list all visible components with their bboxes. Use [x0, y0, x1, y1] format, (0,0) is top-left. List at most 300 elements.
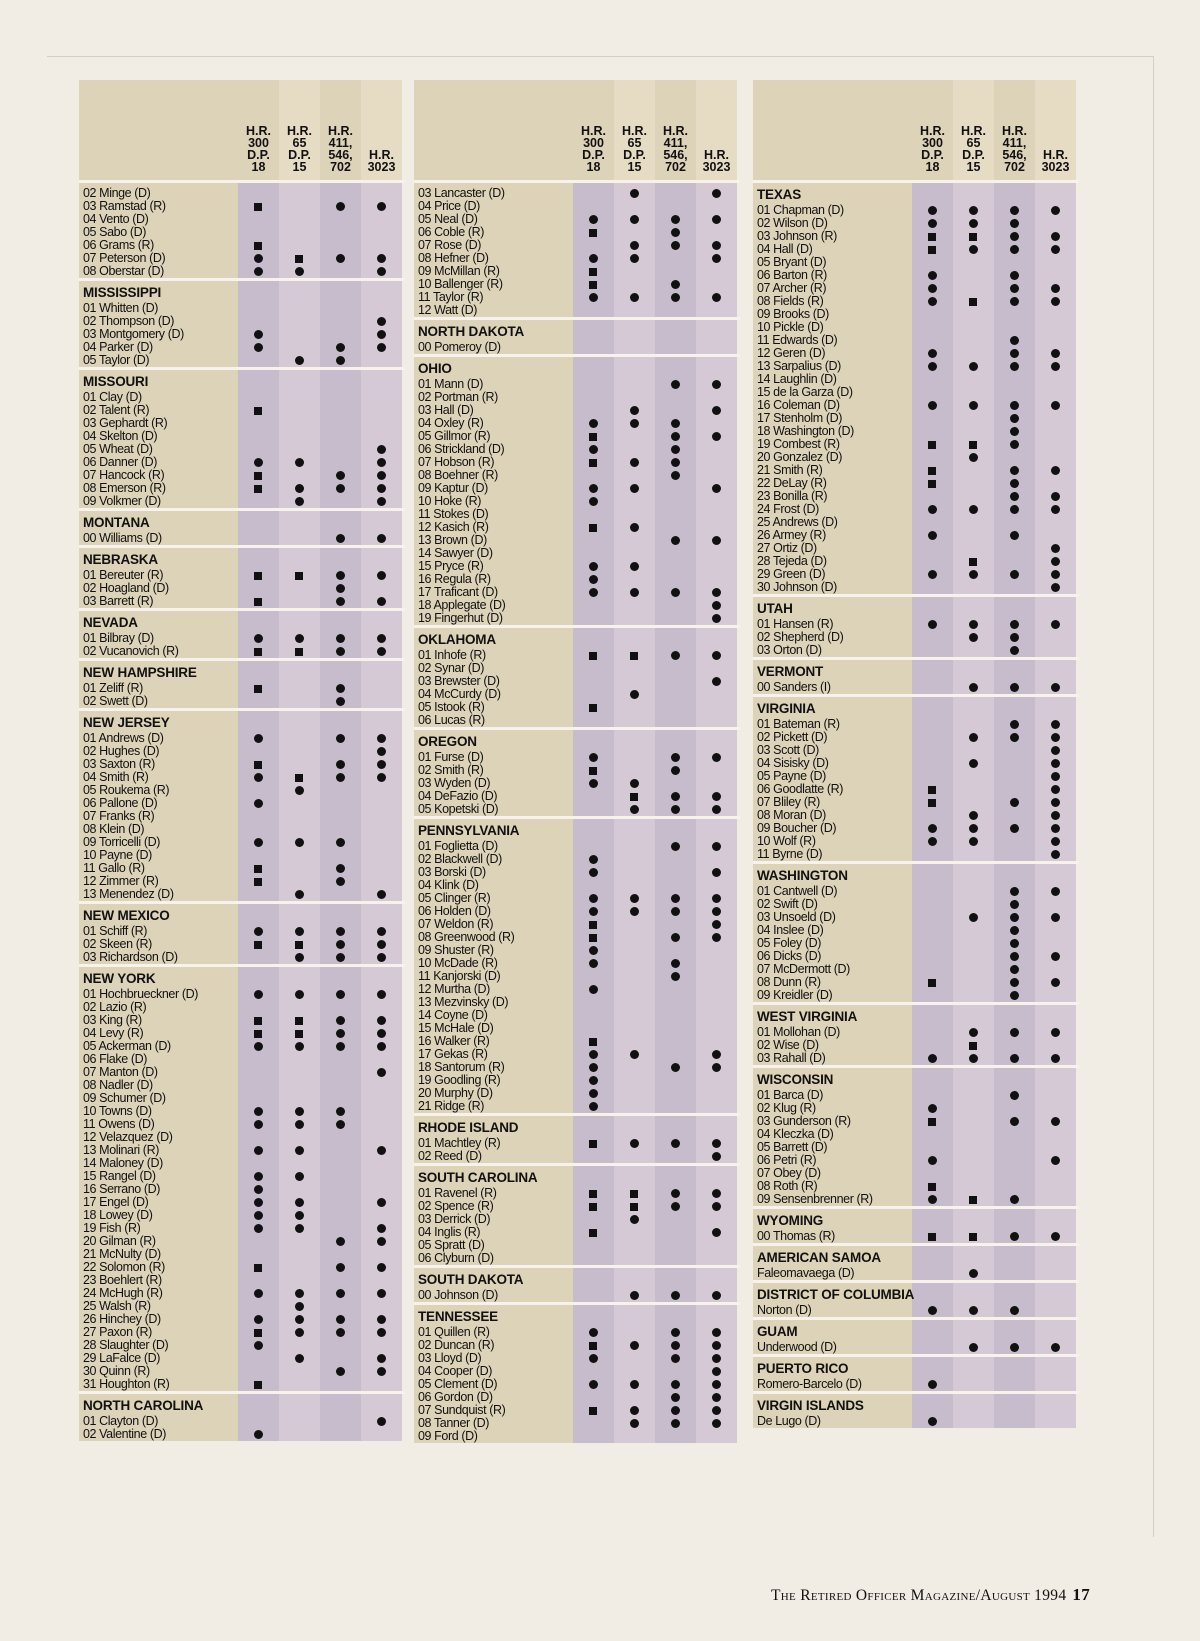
vote-dot-icon — [1051, 759, 1060, 768]
member-name: 08 Klein (D) — [83, 822, 145, 836]
vote-column-band — [279, 281, 320, 367]
vote-dot-icon — [336, 838, 345, 847]
member-name: 08 Greenwood (R) — [418, 930, 515, 944]
member-name: 05 Sabo (D) — [83, 225, 146, 239]
vote-dot-icon — [712, 293, 721, 302]
vote-dot-icon — [254, 1042, 263, 1051]
state-name: WASHINGTON — [757, 868, 848, 883]
member-name: 03 Hall (D) — [418, 403, 474, 417]
member-name: 07 Hancock (R) — [83, 468, 165, 482]
vote-square-icon — [254, 878, 262, 886]
vote-dot-icon — [1051, 232, 1060, 241]
vote-dot-icon — [589, 575, 598, 584]
member-name: 04 Cooper (D) — [418, 1364, 492, 1378]
vote-dot-icon — [1010, 271, 1019, 280]
vote-dot-icon — [589, 946, 598, 955]
vote-dot-icon — [377, 747, 386, 756]
vote-header-text: H.R. 411, 546, 702 — [1002, 124, 1027, 174]
vote-dot-icon — [377, 1315, 386, 1324]
vote-column-band — [655, 1166, 696, 1265]
member-name: 18 Santorum (R) — [418, 1060, 505, 1074]
vote-column-band — [320, 281, 361, 367]
vote-column-band — [614, 320, 655, 354]
state-name: PUERTO RICO — [757, 1361, 849, 1376]
member-name: 03 Orton (D) — [757, 643, 822, 657]
member-name: 09 Kaptur (D) — [418, 481, 488, 495]
vote-dot-icon — [254, 990, 263, 999]
vote-dot-icon — [589, 215, 598, 224]
vote-column-band — [655, 320, 696, 354]
member-name: 00 Johnson (D) — [418, 1288, 498, 1302]
vote-dot-icon — [1010, 297, 1019, 306]
vote-dot-icon — [1010, 440, 1019, 449]
vote-column-band — [994, 1068, 1035, 1206]
vote-square-icon — [928, 233, 936, 241]
vote-dot-icon — [589, 419, 598, 428]
member-name: 09 Ford (D) — [418, 1429, 478, 1443]
vote-dot-icon — [336, 1107, 345, 1116]
vote-dot-icon — [1051, 349, 1060, 358]
vote-square-icon — [295, 648, 303, 656]
vote-dot-icon — [1051, 913, 1060, 922]
vote-dot-icon — [928, 1195, 937, 1204]
table-column — [414, 80, 740, 1443]
header-label-cell — [79, 80, 238, 180]
vote-dot-icon — [377, 267, 386, 276]
vote-dot-icon — [336, 647, 345, 656]
vote-dot-icon — [336, 927, 345, 936]
state-name: OKLAHOMA — [418, 632, 496, 647]
vote-dot-icon — [377, 497, 386, 506]
vote-dot-icon — [336, 990, 345, 999]
member-name: 07 Obey (D) — [757, 1166, 821, 1180]
member-name: 03 Lancaster (D) — [418, 186, 505, 200]
vote-dot-icon — [377, 734, 386, 743]
vote-dot-icon — [377, 445, 386, 454]
member-name: 02 Skeen (R) — [83, 937, 152, 951]
vote-dot-icon — [254, 458, 263, 467]
member-name: 04 Kleczka (D) — [757, 1127, 834, 1141]
state-group — [753, 694, 1079, 861]
vote-dot-icon — [1010, 401, 1019, 410]
vote-square-icon — [254, 648, 262, 656]
vote-dot-icon — [589, 1354, 598, 1363]
vote-dot-icon — [630, 419, 639, 428]
vote-dot-icon — [671, 1328, 680, 1337]
vote-dot-icon — [336, 1042, 345, 1051]
member-name: 01 Mann (D) — [418, 377, 484, 391]
state-group — [414, 625, 740, 727]
vote-column-band — [696, 320, 737, 354]
member-name: 03 Lloyd (D) — [418, 1351, 482, 1365]
member-name: 24 McHugh (R) — [83, 1286, 163, 1300]
vote-dot-icon — [630, 1341, 639, 1350]
vote-dot-icon — [969, 683, 978, 692]
member-name: 13 Molinari (R) — [83, 1143, 159, 1157]
vote-dot-icon — [630, 1139, 639, 1148]
member-name: 08 Fields (R) — [757, 294, 824, 308]
vote-dot-icon — [630, 254, 639, 263]
vote-dot-icon — [1010, 505, 1019, 514]
vote-dot-icon — [1010, 1028, 1019, 1037]
vote-header-text: H.R. 65 D.P. 15 — [961, 124, 986, 174]
vote-dot-icon — [712, 1328, 721, 1337]
vote-square-icon — [630, 1203, 638, 1211]
state-name: TENNESSEE — [418, 1309, 498, 1324]
vote-dot-icon — [1051, 772, 1060, 781]
vote-column-band — [655, 628, 696, 727]
vote-dot-icon — [671, 536, 680, 545]
vote-dot-icon — [1010, 1306, 1019, 1315]
vote-dot-icon — [1051, 1028, 1060, 1037]
vote-square-icon — [969, 1042, 977, 1050]
member-name: 28 Tejeda (D) — [757, 554, 827, 568]
vote-dot-icon — [336, 773, 345, 782]
vote-square-icon — [589, 704, 597, 712]
vote-dot-icon — [254, 1211, 263, 1220]
state-name: DISTRICT OF COLUMBIA — [757, 1287, 915, 1302]
vote-dot-icon — [671, 1419, 680, 1428]
vote-dot-icon — [589, 985, 598, 994]
vote-dot-icon — [1051, 1117, 1060, 1126]
member-name: 07 Rose (D) — [418, 238, 481, 252]
member-name: 03 Johnson (R) — [757, 229, 837, 243]
vote-dot-icon — [969, 837, 978, 846]
vote-dot-icon — [295, 497, 304, 506]
member-name: Faleomavaega (D) — [757, 1266, 855, 1280]
vote-dot-icon — [1010, 1232, 1019, 1241]
vote-dot-icon — [336, 484, 345, 493]
vote-header — [912, 80, 953, 180]
vote-dot-icon — [671, 1380, 680, 1389]
vote-dot-icon — [1010, 633, 1019, 642]
vote-dot-icon — [928, 1054, 937, 1063]
vote-dot-icon — [969, 1028, 978, 1037]
vote-dot-icon — [928, 362, 937, 371]
state-group — [79, 658, 405, 708]
vote-dot-icon — [336, 877, 345, 886]
vote-dot-icon — [1051, 245, 1060, 254]
vote-dot-icon — [1051, 824, 1060, 833]
vote-dot-icon — [1051, 837, 1060, 846]
member-name: 08 Oberstar (D) — [83, 264, 164, 278]
vote-column-band — [614, 628, 655, 727]
vote-dot-icon — [336, 356, 345, 365]
vote-dot-icon — [377, 1016, 386, 1025]
member-name: 02 Thompson (D) — [83, 314, 175, 328]
vote-dot-icon — [1010, 991, 1019, 1000]
vote-dot-icon — [712, 805, 721, 814]
vote-dot-icon — [377, 343, 386, 352]
state-name: NEW JERSEY — [83, 715, 170, 730]
vote-header-text: H.R. 3023 — [702, 148, 731, 174]
header-label-cell — [414, 80, 573, 180]
vote-dot-icon — [630, 1050, 639, 1059]
member-name: 27 Paxon (R) — [83, 1325, 152, 1339]
member-name: 09 McMillan (R) — [418, 264, 500, 278]
state-name: SOUTH CAROLINA — [418, 1170, 538, 1185]
vote-dot-icon — [295, 1198, 304, 1207]
vote-dot-icon — [1051, 850, 1060, 859]
vote-dot-icon — [671, 293, 680, 302]
vote-dot-icon — [254, 734, 263, 743]
vote-dot-icon — [1051, 887, 1060, 896]
column-header — [414, 80, 740, 180]
vote-column-band — [994, 1357, 1035, 1391]
state-group — [753, 180, 1079, 594]
vote-dot-icon — [589, 562, 598, 571]
member-name: 02 Synar (D) — [418, 661, 485, 675]
state-name: TEXAS — [757, 187, 802, 202]
vote-dot-icon — [377, 990, 386, 999]
vote-square-icon — [589, 268, 597, 276]
member-name: 03 Derrick (D) — [418, 1212, 491, 1226]
state-group — [753, 1243, 1079, 1280]
vote-dot-icon — [1051, 978, 1060, 987]
vote-dot-icon — [336, 471, 345, 480]
vote-dot-icon — [377, 1029, 386, 1038]
vote-header-text: H.R. 411, 546, 702 — [328, 124, 353, 174]
member-name: 15 McHale (D) — [418, 1021, 494, 1035]
vote-header — [320, 80, 361, 180]
vote-dot-icon — [1051, 544, 1060, 553]
vote-dot-icon — [336, 1120, 345, 1129]
vote-square-icon — [254, 598, 262, 606]
vote-square-icon — [928, 786, 936, 794]
vote-column-band — [1035, 1394, 1076, 1428]
member-name: 06 Pallone (D) — [83, 796, 158, 810]
member-name: 24 Frost (D) — [757, 502, 819, 516]
vote-dot-icon — [671, 1406, 680, 1415]
member-name: 04 Parker (D) — [83, 340, 153, 354]
vote-column-band — [279, 511, 320, 545]
vote-dot-icon — [630, 189, 639, 198]
member-name: 13 Sarpalius (D) — [757, 359, 841, 373]
vote-square-icon — [254, 685, 262, 693]
vote-column-band — [912, 1320, 953, 1354]
member-name: 01 Cantwell (D) — [757, 884, 838, 898]
member-name: 01 Hansen (R) — [757, 617, 834, 631]
member-name: 13 Menendez (D) — [83, 887, 174, 901]
member-name: 02 Hoagland (D) — [83, 581, 169, 595]
member-name: 01 Machtley (R) — [418, 1136, 501, 1150]
vote-dot-icon — [712, 1202, 721, 1211]
vote-dot-icon — [377, 890, 386, 899]
vote-dot-icon — [336, 343, 345, 352]
vote-square-icon — [254, 1329, 262, 1337]
vote-dot-icon — [630, 293, 639, 302]
member-name: 22 Solomon (R) — [83, 1260, 165, 1274]
member-name: 05 Clement (D) — [418, 1377, 498, 1391]
vote-square-icon — [589, 1407, 597, 1415]
vote-dot-icon — [969, 1343, 978, 1352]
vote-dot-icon — [377, 202, 386, 211]
member-name: 19 Fingerhut (D) — [418, 611, 503, 625]
state-name: NEBRASKA — [83, 552, 158, 567]
vote-dot-icon — [1010, 219, 1019, 228]
member-name: 14 Maloney (D) — [83, 1156, 163, 1170]
vote-dot-icon — [377, 647, 386, 656]
vote-dot-icon — [1010, 284, 1019, 293]
member-name: 07 Bliley (R) — [757, 795, 820, 809]
member-name: 27 Ortiz (D) — [757, 541, 817, 555]
vote-dot-icon — [377, 634, 386, 643]
member-name: 09 Kreidler (D) — [757, 988, 833, 1002]
state-group — [414, 727, 740, 816]
vote-dot-icon — [969, 245, 978, 254]
vote-dot-icon — [928, 297, 937, 306]
state-name: WYOMING — [757, 1213, 824, 1228]
state-name: MISSOURI — [83, 374, 149, 389]
state-group — [753, 861, 1079, 1002]
vote-dot-icon — [630, 484, 639, 493]
state-name: AMERICAN SAMOA — [757, 1250, 881, 1265]
vote-dot-icon — [671, 766, 680, 775]
vote-dot-icon — [928, 824, 937, 833]
vote-dot-icon — [630, 1419, 639, 1428]
vote-dot-icon — [969, 362, 978, 371]
member-name: 03 Saxton (R) — [83, 757, 155, 771]
member-name: 06 Strickland (D) — [418, 442, 505, 456]
member-name: 19 Fish (R) — [83, 1221, 141, 1235]
member-name: 00 Sanders (I) — [757, 680, 831, 694]
vote-dot-icon — [969, 633, 978, 642]
member-name: 04 Oxley (R) — [418, 416, 484, 430]
vote-dot-icon — [630, 1291, 639, 1300]
vote-dot-icon — [1010, 733, 1019, 742]
vote-dot-icon — [589, 779, 598, 788]
member-name: 10 Payne (D) — [83, 848, 152, 862]
vote-dot-icon — [671, 1354, 680, 1363]
member-name: 10 Pickle (D) — [757, 320, 824, 334]
vote-dot-icon — [969, 453, 978, 462]
vote-dot-icon — [377, 330, 386, 339]
vote-dot-icon — [254, 1146, 263, 1155]
vote-dot-icon — [969, 759, 978, 768]
vote-column-band — [614, 730, 655, 816]
vote-dot-icon — [336, 1029, 345, 1038]
vote-dot-icon — [377, 1198, 386, 1207]
member-name: 07 Peterson (D) — [83, 251, 166, 265]
vote-dot-icon — [671, 959, 680, 968]
vote-header-text: H.R. 411, 546, 702 — [663, 124, 688, 174]
vote-dot-icon — [295, 267, 304, 276]
vote-dot-icon — [1010, 965, 1019, 974]
vote-dot-icon — [712, 215, 721, 224]
vote-dot-icon — [671, 1393, 680, 1402]
member-name: 02 Blackwell (D) — [418, 852, 502, 866]
vote-dot-icon — [377, 1328, 386, 1337]
member-name: 01 Hochbrueckner (D) — [83, 987, 198, 1001]
member-name: 02 Minge (D) — [83, 186, 151, 200]
member-name: 28 Slaughter (D) — [83, 1338, 169, 1352]
member-name: 01 Whitten (D) — [83, 301, 158, 315]
vote-square-icon — [254, 761, 262, 769]
state-group — [753, 1391, 1079, 1428]
member-name: 02 Hughes (D) — [83, 744, 160, 758]
member-name: 06 Dicks (D) — [757, 949, 821, 963]
member-name: 08 Nadler (D) — [83, 1078, 153, 1092]
vote-column-band — [912, 1246, 953, 1280]
member-name: 02 Swett (D) — [83, 694, 148, 708]
member-name: 07 Franks (R) — [83, 809, 155, 823]
member-name: 01 Quillen (R) — [418, 1325, 490, 1339]
vote-header-text: H.R. 3023 — [1041, 148, 1070, 174]
vote-dot-icon — [712, 1063, 721, 1072]
vote-dot-icon — [589, 497, 598, 506]
vote-dot-icon — [295, 1315, 304, 1324]
member-name: 13 Mezvinsky (D) — [418, 995, 509, 1009]
vote-dot-icon — [1010, 1343, 1019, 1352]
member-name: 09 Boucher (D) — [757, 821, 837, 835]
member-name: 06 Lucas (R) — [418, 713, 485, 727]
member-name: 16 Serrano (D) — [83, 1182, 161, 1196]
member-name: 06 Grams (R) — [83, 238, 154, 252]
vote-dot-icon — [969, 733, 978, 742]
vote-dot-icon — [712, 1341, 721, 1350]
vote-dot-icon — [1010, 798, 1019, 807]
vote-column-band — [573, 1268, 614, 1302]
member-name: 29 Green (D) — [757, 567, 826, 581]
vote-header — [361, 80, 402, 180]
vote-header-text: H.R. 300 D.P. 18 — [246, 124, 271, 174]
vote-dot-icon — [295, 1172, 304, 1181]
member-name: 05 Ackerman (D) — [83, 1039, 171, 1053]
vote-dot-icon — [295, 990, 304, 999]
state-group — [753, 657, 1079, 694]
vote-dot-icon — [1051, 952, 1060, 961]
state-group — [79, 508, 405, 545]
vote-dot-icon — [630, 894, 639, 903]
vote-column-band — [696, 730, 737, 816]
member-name: 20 Gilman (R) — [83, 1234, 156, 1248]
member-name: 08 Dunn (R) — [757, 975, 821, 989]
state-name: NEW YORK — [83, 971, 156, 986]
vote-square-icon — [928, 1183, 936, 1191]
member-name: 04 Inglis (R) — [418, 1225, 481, 1239]
vote-dot-icon — [630, 1215, 639, 1224]
vote-dot-icon — [1051, 746, 1060, 755]
vote-dot-icon — [295, 953, 304, 962]
vote-dot-icon — [295, 1328, 304, 1337]
vote-square-icon — [295, 941, 303, 949]
state-group — [414, 1302, 740, 1443]
vote-square-icon — [589, 1342, 597, 1350]
vote-header — [614, 80, 655, 180]
vote-dot-icon — [336, 734, 345, 743]
member-name: 05 Barrett (D) — [757, 1140, 828, 1154]
member-name: 02 Klug (R) — [757, 1101, 816, 1115]
vote-dot-icon — [589, 484, 598, 493]
vote-dot-icon — [1051, 492, 1060, 501]
member-name: 02 Talent (R) — [83, 403, 150, 417]
vote-dot-icon — [1010, 336, 1019, 345]
vote-column-band — [361, 183, 402, 278]
vote-column-band — [573, 1305, 614, 1443]
vote-dot-icon — [295, 1146, 304, 1155]
vote-square-icon — [969, 1196, 977, 1204]
member-name: 06 Gordon (D) — [418, 1390, 493, 1404]
vote-header — [573, 80, 614, 180]
vote-dot-icon — [1010, 349, 1019, 358]
vote-dot-icon — [254, 1172, 263, 1181]
state-name: WISCONSIN — [757, 1072, 834, 1087]
member-name: Romero-Barcelo (D) — [757, 1377, 862, 1391]
vote-dot-icon — [1051, 505, 1060, 514]
vote-dot-icon — [671, 1063, 680, 1072]
member-name: 07 Sundquist (R) — [418, 1403, 506, 1417]
member-name: 11 Kanjorski (D) — [418, 969, 501, 983]
